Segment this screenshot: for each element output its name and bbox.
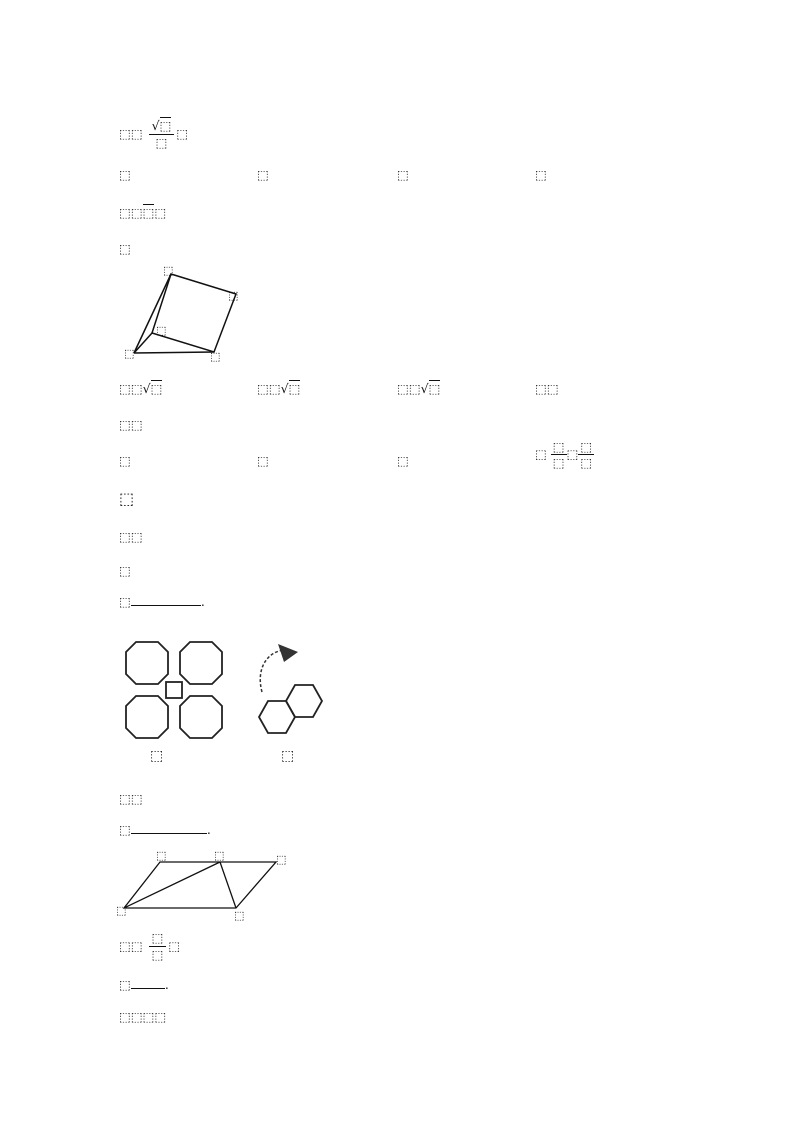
- question-7-option-c[interactable]: ⬚⬚√⬚: [397, 381, 441, 396]
- octagon-top-left: [126, 642, 168, 684]
- question-10-stem-line-2: ⬚ .: [119, 822, 211, 837]
- hexagon-2: [286, 685, 322, 717]
- question-6-option-b[interactable]: ⬚: [257, 167, 269, 182]
- question-6-label: ⬚: [119, 126, 131, 141]
- question-9-stem-line-1: ⬚⬚: [119, 529, 143, 544]
- figure-label-c: ⬚: [234, 909, 245, 922]
- figure-label-p: ⬚: [124, 347, 135, 360]
- question-8-option-b[interactable]: ⬚: [257, 453, 269, 468]
- figure-label-b: ⬚: [210, 350, 221, 363]
- question-7-label: ⬚: [119, 205, 131, 220]
- question-10-label: ⬚: [119, 791, 131, 806]
- hyperbola-fraction: ⬚ ⬚: [149, 930, 167, 963]
- question-10-answer-blank[interactable]: [131, 821, 207, 834]
- question-12-stem-line-1: ⬚⬚⬚⬚: [119, 1009, 167, 1024]
- rotation-arrow-path: [260, 650, 284, 692]
- figure-label-b: ⬚: [116, 904, 127, 917]
- question-11-stem-line-1: ⬚⬚ ⬚ ⬚ ⬚: [119, 930, 181, 962]
- figure-label-d: ⬚: [276, 853, 287, 866]
- question-11-label: ⬚: [119, 938, 131, 954]
- question-8-option-c[interactable]: ⬚: [397, 453, 409, 468]
- figure-label-e: ⬚: [214, 849, 225, 862]
- question-9-stem-line-2: ⬚: [119, 563, 131, 578]
- question-8-option-a[interactable]: ⬚: [119, 453, 131, 468]
- octagon-bottom-right: [180, 696, 222, 738]
- question-7-stem-line-2: ⬚: [119, 241, 131, 256]
- figure-label-a: ⬚: [156, 849, 167, 862]
- question-9-figure-2-caption: ⬚: [281, 748, 295, 764]
- question-6-option-d[interactable]: ⬚: [535, 167, 547, 182]
- rotation-arrow-head: [278, 644, 298, 662]
- question-9-figure-1-caption: ⬚: [150, 748, 164, 764]
- figure-label-d: ⬚: [163, 264, 174, 277]
- function-fraction: √⬚ ⬚: [149, 118, 175, 151]
- question-9-figure-2: [254, 640, 344, 742]
- center-square: [166, 682, 182, 698]
- question-7-option-a[interactable]: ⬚⬚√⬚: [119, 381, 163, 396]
- question-7-stem-line-1: ⬚⬚⬚⬚: [119, 205, 167, 220]
- question-8-stem: ⬚⬚: [119, 417, 143, 432]
- question-11-stem-line-2: ⬚ .: [119, 977, 169, 992]
- octagon-top-right: [180, 642, 222, 684]
- figure-label-a: ⬚: [156, 324, 167, 337]
- question-7-option-d[interactable]: ⬚⬚: [535, 381, 559, 396]
- question-11-answer-blank[interactable]: [131, 976, 165, 989]
- question-12-label: ⬚: [119, 1009, 131, 1024]
- question-7-figure: [118, 262, 248, 366]
- question-9-label: ⬚: [119, 529, 131, 544]
- question-9-answer-blank[interactable]: [131, 593, 201, 606]
- question-6-stem: ⬚⬚ √⬚ ⬚ ⬚: [119, 118, 189, 150]
- question-6-option-a[interactable]: ⬚: [119, 167, 131, 182]
- question-7-option-b[interactable]: ⬚⬚√⬚: [257, 381, 301, 396]
- section-2-heading: ⬚: [119, 489, 135, 508]
- question-8-option-d[interactable]: ⬚ ⬚ ⬚ ⬚ ⬚ ⬚: [535, 439, 593, 470]
- question-9-stem-line-3: ⬚ .: [119, 594, 205, 609]
- question-9-figure-1: [126, 642, 222, 738]
- question-6-option-c[interactable]: ⬚: [397, 167, 409, 182]
- figure-label-c: ⬚: [228, 289, 239, 302]
- octagon-bottom-left: [126, 696, 168, 738]
- question-10-stem-line-1: ⬚⬚: [119, 791, 143, 806]
- question-10-figure: [116, 846, 296, 922]
- question-8-label: ⬚: [119, 417, 131, 432]
